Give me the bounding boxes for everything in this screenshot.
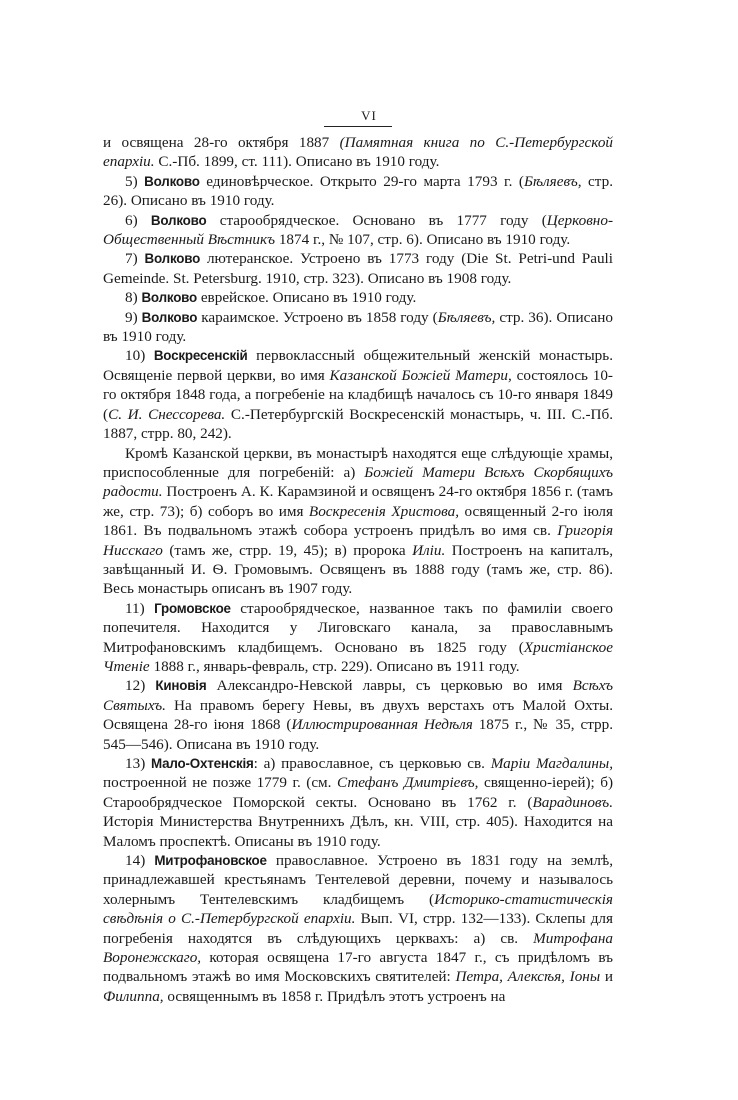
paragraph [103,754,613,851]
text-run: состоялось 10-го октября 1848 года, а погребеніе на кладбищѣ началось съ 10-го января 1849 ( [103,366,613,423]
paragraph [103,211,613,250]
text-run: 1875 г., № 35, стрр. 545—546). Описана въ 1910 году. [103,716,613,753]
text-run: На правомъ берегу Невы, въ двухъ верстахъ отъ Малой Охты. Освящена 28-го іюня 1868 ( [103,696,613,734]
entry-heading: Громовское [154,600,231,616]
paragraph [103,249,613,288]
text-run: Александро-Невской лавры, съ церковью во имя [206,677,573,695]
text-run: 10) [125,347,154,365]
text-run: Кромѣ Казанской церкви, въ монастырѣ находятся еще слѣдующіе храмы, приспособленные для погребеній: а) [103,444,613,481]
italic-citation: Григорія Нисскаго [103,522,613,559]
italic-citation: Иліи. [412,541,446,559]
text-run: Построенъ на капиталъ, завѣщанный И. Ѳ. Громовымъ. Освященъ въ 1888 году (тамъ же, стр. 86). Весь монастырь описанъ въ 1907 году. [103,541,613,598]
text-run: Построенъ А. К. Карамзиной и освященъ 24-го октября 1856 г. (тамъ же, стр. 73); б) соборъ во имя [103,483,613,520]
text-run: 1888 г., январь-февраль, стр. 229). Описано въ 1911 году. [149,657,520,675]
italic-citation: Всѣхъ Святыхъ. [103,677,613,714]
italic-citation: Петра, Алексѣя, Іоны [455,968,601,986]
text-run: стр. 36). Описано въ 1910 году. [103,308,613,346]
text-run: 14) [125,852,155,870]
text-run: священно-іерей); б) Старообрядческое Поморской секты. Основано въ 1762 г. ( [103,774,613,811]
text-run: Исторія Министерства Внутреннихъ Дѣлъ, кн. VIII, стр. 405). Находится на Маломъ проспектѣ. Описаны въ 1910 году. [103,813,613,850]
text-run: : а) православное, съ церковью св. [253,755,491,772]
paragraph [103,172,613,211]
text-run: старообрядческое. Основано въ 1777 году ( [206,211,547,229]
paragraph [103,676,613,754]
italic-citation: Филиппа, [103,987,164,1005]
text-run: 9) [125,308,142,326]
paragraph [103,346,613,443]
italic-citation: Христіанское Чтеніе [103,638,613,675]
italic-citation: Митрофана Воронежскаго, [103,929,613,967]
page-number-rule [324,126,392,127]
paragraph [103,308,613,347]
text-run: построенной не позже 1779 г. (см. [103,774,337,792]
paragraph [103,599,613,677]
text-run: православное. Устроено въ 1831 году на землѣ, принадлежавшей крестьянамъ Тентелевой деревни, почему и называлось холернымъ Тентелевскимъ кладбищемъ ( [103,852,613,908]
italic-citation: Воскресенія Христова, [308,502,459,520]
entry-heading: Волково [144,251,201,267]
text-run: стр. 26). Описано въ 1910 году. [103,172,613,210]
text-run: 11) [125,599,155,617]
text-run: 5) [125,172,145,190]
text-run: и освящена 28-го октября 1887 [103,134,340,151]
italic-citation: Иллюстрированная Недѣля [291,716,473,734]
entry-heading: Воскресенскій [153,348,248,364]
paragraph [103,133,613,172]
italic-citation: Стефанъ Дмитріевъ, [336,774,479,792]
text-run: Вып. VI, стрр. 132—133). Склепы для погребенія находятся въ слѣдующихъ церквахъ: а) св. [103,910,613,947]
text-run: 1874 г., № 107, стр. 6). Описано въ 1910 году. [275,231,571,249]
paragraph [103,444,613,599]
text-run: старообрядческое, названное такъ по фамиліи своего попечителя. Находится у Лиговскаго канала, за православнымъ Митрофановскимъ кладбищемъ. Основано въ 1825 году ( [103,599,613,656]
italic-citation: Бѣляевъ, [523,172,582,190]
page-number: VI [361,108,377,123]
text-run: освященнымъ въ 1858 г. Придѣлъ этотъ устроенъ на [163,987,506,1005]
text-run: и [600,968,613,986]
text-run: 7) [125,250,145,268]
text-run: 6) [125,211,151,229]
entry-heading: Киновія [155,678,207,694]
italic-citation: Варадиновъ. [532,793,613,811]
entry-heading: Волково [141,309,198,325]
entry-heading: Волково [141,290,198,306]
entry-heading: Мало-Охтенскія [151,756,254,771]
text-run: 12) [125,677,156,695]
text-run: (тамъ же, стрр. 19, 45); в) пророка [162,541,413,559]
text-run: которая освящена 17-го августа 1847 г., съ придѣломъ въ подвальномъ этажѣ во имя Московскихъ святителей: [103,949,613,986]
italic-citation: Историко-статистическія свѣдѣнія о С.-Петербургской епархіи. [103,890,613,928]
text-run: первоклассный общежительный женскій монастырь. Освященіе первой церкви, во имя [103,347,613,384]
text-run: С.-Пб. 1899, ст. 111). Описано въ 1910 году. [154,153,440,171]
text-run: единовѣрческое. Открыто 29-го марта 1793 г. ( [199,172,524,190]
body-text [103,133,613,1006]
entry-heading: Митрофановское [154,853,267,869]
italic-citation: Божіей Матери Всѣхъ Скорбящихъ радости. [103,463,613,501]
text-run: караимское. Устроено въ 1858 году ( [197,308,438,326]
paragraph [103,851,613,1006]
text-run: лютеранское. Устроено въ 1773 году (Die St. Petri-und Pauli Gemeinde. St. Petersburg. 1910, стр. 323). Описано въ 1908 году. [103,250,613,287]
text-run: освященный 2-го іюля 1861. Въ подвальномъ этажѣ собора устроенъ придѣлъ во имя св. [103,502,613,540]
entry-heading: Волково [144,173,200,189]
text-run: 13) [125,755,152,772]
paragraph [103,288,613,307]
text-run: С.-Петербургскій Воскресенскій монастырь, ч. III. С.-Пб. 1887, стрр. 80, 242). [103,405,613,443]
italic-citation: С. И. Снессорева. [108,405,226,423]
italic-citation: Церковно-Общественный Вѣстникъ [103,211,613,249]
italic-citation: Казанской Божіей Матери, [329,366,512,384]
italic-citation: Бѣляевъ, [437,308,496,326]
text-run: 8) [125,289,142,307]
italic-citation: Маріи Магдалины, [490,755,614,772]
text-run: еврейское. Описано въ 1910 году. [197,289,417,307]
entry-heading: Волково [150,212,207,228]
italic-citation: (Памятная книга по С.-Петербургской епархіи. [103,134,614,171]
